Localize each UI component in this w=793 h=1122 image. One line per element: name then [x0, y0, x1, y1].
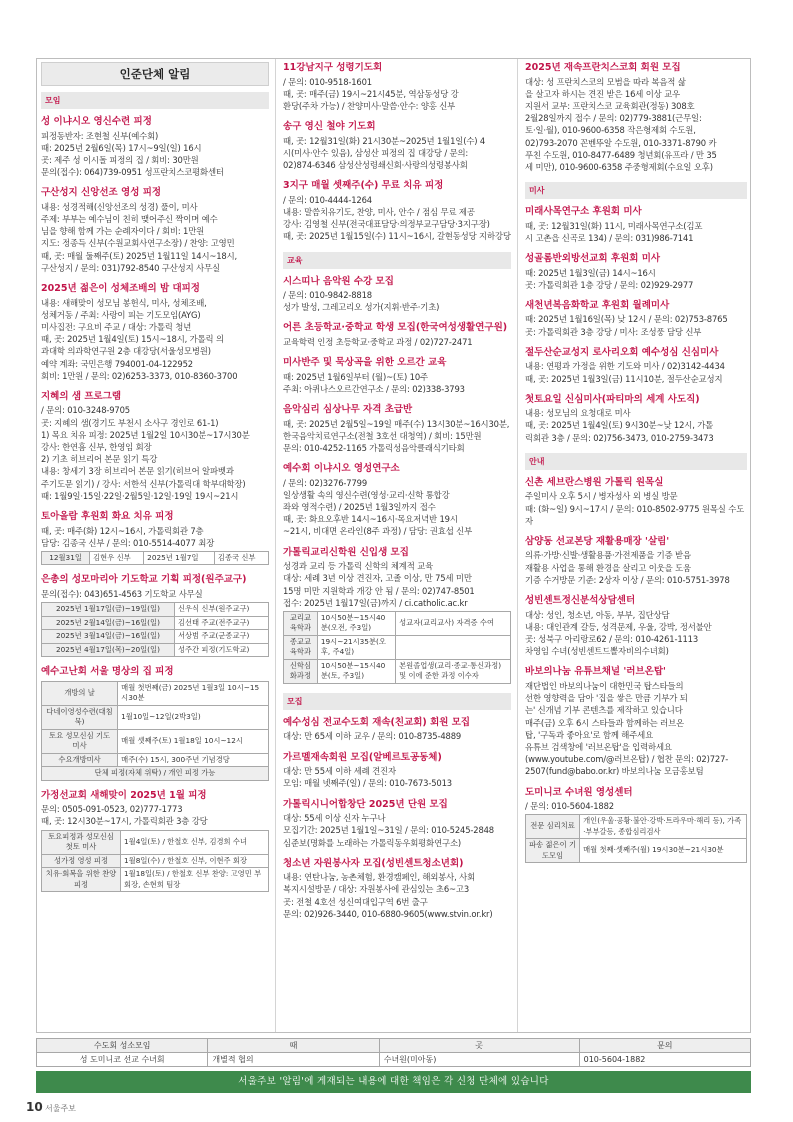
schedule-cell: 수요개방미사 — [42, 753, 118, 767]
notice-line: 구산성지 / 문의: 031)792-8540 구산성지 사무실 — [41, 262, 220, 273]
schedule-row — [526, 815, 747, 839]
schedule-cell: 12월31일 — [42, 551, 90, 565]
notice-title: 은총의 성모마리아 기도학교 기획 피정(원주교구) — [41, 574, 247, 586]
notice-line: 릭회관 3층 / 문의: 02)756-3473, 010-2759-3473 — [525, 432, 714, 443]
notice-line: 02)793-2070 꼰벤뚜알 수도원, 010-3371-8790 카 — [525, 137, 717, 148]
disclaimer-banner: 서울주보 '알림'에 게재되는 내용에 대한 책임은 각 신청 단체에 있습니다 — [36, 1071, 751, 1093]
notice-title: 삼양동 선교본당 재활용매장 '살림' — [525, 535, 670, 547]
notice-line: 때, 곳: 2025년 2월5일~19일 매주(수) 13시30분~16시30분, — [283, 418, 510, 429]
schedule-row — [42, 868, 269, 892]
schedule-row — [42, 551, 269, 565]
notice-line: 선한 영향력을 담아 '집을 쌓은 만큼 기부가 되 — [525, 693, 688, 704]
notice-line: 예약 계좌: 국민은행 794001-04-122952 — [41, 358, 193, 369]
footer-cell: 개별적 협의 — [208, 1053, 379, 1067]
notice-line: 환당(주차 가능) / 찬양미사·말씀·안수: 양홍 신부 — [283, 100, 456, 111]
notice-line: 성체거동 / 주최: 사랑이 피는 기도모임(AYG) — [41, 309, 201, 320]
notice-body — [283, 135, 511, 172]
notice-title: 지혜의 샘 프로그램 — [41, 390, 122, 402]
schedule-cell: 개인(우울·공황·불안·강박·트라우마·해리 등), 가족·부부갈등, 종합심리검사 — [580, 815, 747, 839]
notice-item — [283, 752, 511, 790]
notice-line: 때: 2025년 2월6일(목) 17시~9일(일) 16시 — [41, 142, 202, 153]
footer-header-cell: 곳 — [379, 1039, 579, 1053]
schedule-row — [42, 681, 269, 705]
notice-line: 차영임 수녀(성빈센트드뽈자비의수녀회) — [525, 646, 669, 657]
notice-line: 때, 곳: 화요오후반 14시~16시·목요저녁반 19시 — [283, 514, 458, 525]
footer-header-cell: 수도회 성소모임 — [37, 1039, 208, 1053]
column-1 — [41, 62, 269, 1029]
notice-line: 내용: 연탄나눔, 농촌체험, 환경캠페인, 해외봉사, 사회 — [283, 872, 476, 883]
schedule-table — [41, 681, 269, 781]
notice-item — [283, 180, 511, 242]
notice-line: / 문의: 010-4444-1264 — [283, 194, 372, 205]
notice-line: 문의(접수): 064)739-0951 성프란치스코평화센터 — [41, 167, 224, 178]
notice-line: 2507(fund@babo.or.kr) 바보의나눔 모금홍보팀 — [525, 766, 704, 777]
notice-item — [525, 394, 747, 444]
notice-line: 곳: 제주 성 이시돌 피정의 집 / 회비: 30만원 — [41, 154, 199, 165]
schedule-table — [41, 602, 269, 657]
schedule-cell: 2025년 2월14일(금)~16일(일) — [42, 616, 175, 630]
notice-body — [41, 130, 269, 179]
notice-line: 푸친 수도원, 010-8477-6489 청년회(유프라 / 만 35 — [525, 149, 717, 160]
notice-line: 지도: 정종득 신부(수원교회사연구소장) / 찬양: 고영민 — [41, 238, 235, 249]
schedule-cell: 1월18일(토) / 한철호 신부 찬양: 고영민 부회장, 손현희 팀장 — [121, 868, 269, 892]
notice-line: 2월28일까지 접수 / 문의: 02)779-3881(근무일: — [525, 113, 702, 124]
notice-line: 대상: 성 프란치스코의 모범을 따라 복음적 삶 — [525, 76, 686, 87]
notice-body — [525, 313, 747, 337]
notice-body — [525, 267, 747, 291]
notice-line: / 문의: 010-3248-9705 — [41, 405, 130, 416]
notice-line: 대상: 만 55세 이하 세례 견진자 — [283, 766, 396, 777]
notice-line: 때, 곳: 2025년 1월4일(토) 9시30분~낮 12시, 가톨 — [525, 420, 714, 431]
schedule-row — [284, 611, 511, 635]
notice-line: 때, 곳: 매주(화) 12시~16시, 가톨릭회관 7층 — [41, 525, 204, 536]
column-divider — [517, 59, 518, 1032]
notice-line: 때, 곳: 2025년 1월4일(토) 15시~18시, 가톨릭 의 — [41, 334, 224, 345]
vocation-meeting-table — [36, 1038, 751, 1067]
notice-line: 탑, '구독과 좋아요'로 함께 해주세요 — [525, 729, 654, 740]
notice-item — [283, 404, 511, 454]
notice-item — [283, 276, 511, 314]
notice-title: 가톨릭교리신학원 신입생 모집 — [283, 546, 409, 558]
notice-line: 때: (화~일) 9시~17시 / 문의: 010-8502-9775 원목실 수도자 — [525, 503, 745, 526]
notice-body — [525, 76, 747, 174]
notice-line: 곳: 전철 4호선 성신여대입구역 6번 출구 — [283, 896, 428, 907]
notice-title: 미래사목연구소 후원회 미사 — [525, 206, 642, 218]
notice-line: 내용: 말씀치유기도, 찬양, 미사, 안수 / 점심 무료 제공 — [283, 206, 475, 217]
notice-line: 주일미사 오후 5시 / 병자성사 외 병실 방문 — [525, 491, 678, 502]
notice-line: 문의: 0505-091-0523, 02)777-1773 — [41, 804, 183, 815]
notice-line: 강사: 한연흠 신부, 한영임 회장 — [41, 442, 152, 453]
notice-line: 유튜브 검색창에 '러브온탑'을 입력하세요 — [525, 741, 672, 752]
notice-line: 곳: 가톨릭회관 1층 강당 / 문의: 02)929-2977 — [525, 279, 694, 290]
notice-line: 심준보(명화를 노래하는 가톨릭동우회평화연구소) — [283, 837, 462, 848]
notice-body — [41, 525, 269, 549]
footer-cell: 010-5604-1882 — [579, 1053, 750, 1067]
schedule-cell: 매월 셋째주(토) 1월18일 10시~12시 — [118, 729, 269, 753]
notice-line: 문의(접수): 043)651-4563 기도학교 사무실 — [41, 588, 203, 599]
notice-line: 때, 곳: 12월31일(화) 21시30분~2025년 1월1일(수) 4 — [283, 135, 486, 146]
notice-body — [283, 560, 511, 609]
notice-line: 대상: 55세 이상 신자 누구나 — [283, 813, 386, 824]
notice-line: / 문의: 010-9518-1601 — [283, 76, 372, 87]
notice-title: 토아올람 후원회 화요 치유 피정 — [41, 511, 174, 523]
schedule-cell: 김선태 주교(전주교구) — [174, 616, 268, 630]
section-label: 교육 — [283, 252, 511, 269]
notice-body — [283, 418, 511, 455]
schedule-cell: 본원졸업생(교리·종교·통신과정) 및 이에 준한 과정 이수자 — [396, 659, 511, 683]
page-number: 10 — [26, 1100, 43, 1114]
notice-item — [283, 717, 511, 743]
notice-body — [41, 297, 269, 382]
schedule-cell: 2025년 4월17일(목)~20일(일) — [42, 643, 175, 657]
notice-item — [283, 858, 511, 920]
notice-title: 성빈센트정신분석상담센터 — [525, 595, 636, 607]
notice-title: 청소년 자원봉사자 모집(성빈센트청소년회) — [283, 857, 464, 869]
schedule-table — [283, 611, 511, 684]
notice-title: 성골롬반외방선교회 후원회 미사 — [525, 253, 661, 265]
column-divider — [275, 59, 276, 1032]
notice-line: 토·일·월), 010-9600-6358 작은형제회 수도원, — [525, 125, 696, 136]
notice-body — [41, 201, 269, 274]
notice-line: 내용: 성모님의 요청대로 미사 — [525, 408, 631, 419]
notice-item — [283, 799, 511, 849]
notice-line: 모집기간: 2025년 1월1일~31일 / 문의: 010-5245-2848 — [283, 825, 494, 836]
notice-item — [41, 666, 269, 781]
notice-line: 한국음악치료연구소(전철 3호선 대청역) / 회비: 15만원 — [283, 430, 482, 441]
schedule-table — [41, 551, 269, 566]
schedule-cell: 매월 첫째·셋째주(월) 19시30분~21시30분 — [580, 839, 747, 863]
notice-line: 는' 신개념 기부 콘텐츠를 제작하고 있습니다 — [525, 705, 683, 716]
notice-item — [525, 595, 747, 657]
footer-header-cell: 때 — [208, 1039, 379, 1053]
schedule-cell: 토요피정과 성모신심 첫토 미사 — [42, 830, 121, 854]
notice-title: 구산성지 신앙선조 영성 피정 — [41, 187, 162, 199]
notice-line: 대상: 성인, 청소년, 아동, 부부, 집단상담 — [525, 609, 670, 620]
schedule-cell: 10시50분~15시40분(오전, 주3일) — [317, 611, 395, 635]
notice-line: / 문의: 010-5604-1882 — [525, 801, 614, 812]
notice-body — [41, 588, 269, 600]
notice-item — [41, 283, 269, 382]
notice-line: 대상: 만 65세 이하 교우 / 문의: 010-8735-4889 — [283, 731, 462, 742]
notice-title: 음악심리 심상나무 자격 초급반 — [283, 404, 413, 416]
schedule-row — [284, 635, 511, 659]
notice-line: 곳: 지혜의 샘(경기도 부천시 소사구 경인로 61-1) — [41, 417, 219, 428]
notice-line: 담당: 김종국 신부 / 문의: 010-5514-4077 최장 — [41, 537, 215, 548]
schedule-cell: 2025년 1월17일(금)~19일(일) — [42, 603, 175, 617]
notice-line: 주기도문 읽기) / 강사: 서한석 신부(가톨릭대 학부대학장) — [41, 478, 246, 489]
notice-line: 재활용 사업을 통해 환경을 살리고 이웃을 도움 — [525, 562, 691, 573]
notice-body — [283, 765, 511, 789]
notice-page — [36, 58, 751, 1033]
notice-body — [525, 549, 747, 586]
footer-header-cell: 문의 — [579, 1039, 750, 1053]
notice-title: 신촌 세브란스병원 가톨릭 원목실 — [525, 476, 664, 488]
notice-title: 가정선교회 새해맞이 2025년 1월 피정 — [41, 789, 207, 801]
schedule-row — [284, 659, 511, 683]
notice-body — [283, 76, 511, 113]
notice-line: 성경과 교리 등 가톨릭 신학의 체계적 교육 — [283, 561, 434, 572]
schedule-cell: 성가정 영성 피정 — [42, 854, 121, 868]
notice-line: 일상생활 속의 영신수련(영성·교리·신학 통합강 — [283, 489, 450, 500]
notice-line: 15명 미만 지원학과 개강 안 됨 / 문의: 02)747-8501 — [283, 585, 475, 596]
notice-line: 성가 발성, 그레고리오 성가(지휘·반주·기초) — [283, 302, 440, 313]
schedule-cell: 성교자(교리교사) 자격증 수여 — [396, 611, 511, 635]
notice-item — [283, 322, 511, 348]
notice-line: 대상: 세례 3년 이상 견진자, 고졸 이상, 만 75세 미만 — [283, 573, 472, 584]
column-3 — [525, 62, 747, 1029]
notice-line: 때, 곳: 12시30분~17시, 가톨릭회관 3층 강당 — [41, 816, 208, 827]
notice-line: 때, 곳: 12월31일(화) 11시, 미래사목연구소(김포 — [525, 220, 703, 231]
notice-title: 미사반주 및 묵상곡을 위한 오르간 교육 — [283, 357, 447, 369]
notice-line: 곳: 성북구 아리랑로62 / 문의: 010-4261-1113 — [525, 633, 699, 644]
schedule-row — [526, 839, 747, 863]
schedule-row — [42, 854, 269, 868]
notice-body — [525, 490, 747, 527]
notice-line: ~21시, 비대면 온라인(8주 과정) / 담당: 권효섭 신부 — [283, 526, 473, 537]
notice-body — [525, 680, 747, 778]
publication-name: 서울주보 — [45, 1104, 76, 1113]
notice-line: 1) 목요 치유 피정: 2025년 1월2일 10시30분~17시30분 — [41, 429, 250, 440]
notice-line: 주제: 부부는 예수님이 친히 맺어주신 짝이며 예수 — [41, 214, 218, 225]
notice-body — [41, 803, 269, 827]
notice-line: 02)874-6346 삼성산성령쇄신회·사랑의성령봉사회 — [283, 160, 468, 171]
notice-line: 기증 수거방문 기준: 2상자 이상 / 문의: 010-5751-3978 — [525, 574, 730, 585]
notice-item — [41, 790, 269, 892]
notice-line: 좌와 영적수련) / 2025년 1월3일까지 접수 — [283, 502, 436, 513]
notice-body — [283, 730, 511, 742]
notice-item — [525, 477, 747, 527]
notice-body — [283, 289, 511, 313]
notice-line: (www.youtube.com/@러브온탑) / 협찬 문의: 02)727- — [525, 754, 729, 765]
notice-line: 때: 1월9일·15일·22일·2월5일·12일·19일 19시~21시 — [41, 490, 239, 501]
notice-title: 송구 영신 철야 기도회 — [283, 121, 376, 133]
schedule-row — [42, 603, 269, 617]
notice-title: 절두산순교성지 로사리오회 예수성심 신심미사 — [525, 346, 719, 358]
notice-body — [525, 360, 747, 384]
notice-title: 도미니코 수녀원 영성센터 — [525, 786, 633, 798]
notice-line: 접수: 2025년 1월17일(금)까지 / ci.catholic.ac.kr — [283, 597, 468, 608]
notice-line: 복지시설방문 / 대상: 자원봉사에 관심있는 초6~고3 — [283, 884, 469, 895]
notice-line: 과대학 의과학연구원 2층 대강당(서울성모병원) — [41, 346, 211, 357]
notice-title: 2025년 재속프란치스코회 회원 모집 — [525, 62, 681, 73]
notice-body — [283, 194, 511, 243]
schedule-cell: 매월 첫번째(금) 2025년 1월3일 10시~15시30분 — [118, 681, 269, 705]
notice-line: 님을 향해 함께 가는 순례자이다 / 회비: 1만원 — [41, 226, 205, 237]
notice-line: 교육학력 인정 초등학교·중학교 과정 / 02)727-2471 — [283, 336, 473, 347]
notice-item — [525, 536, 747, 586]
notice-title: 예수고난회 서울 명상의 집 피정 — [41, 666, 174, 678]
notice-line: 재단법인 바보의나눔이 대한민국 탑스타들의 — [525, 680, 684, 691]
schedule-cell: 2025년 1월7일 — [144, 551, 215, 565]
notice-title: 성 이냐시오 영신수련 피정 — [41, 116, 152, 127]
schedule-cell: 전문 심리치료 — [526, 815, 580, 839]
notice-item — [283, 62, 511, 112]
schedule-cell: 매주(수) 15시, 300주년 기념경당 — [118, 753, 269, 767]
footer-header-row — [37, 1039, 751, 1053]
schedule-cell: 치유·회복을 위한 찬양 피정 — [42, 868, 121, 892]
notice-line: 내용: 성경적해(신앙선조의 성경) 풀이, 미사 — [41, 201, 198, 212]
schedule-row — [42, 729, 269, 753]
schedule-cell: 종교교육학과 — [284, 635, 318, 659]
notice-item — [41, 116, 269, 178]
schedule-cell: 신학심화과정 — [284, 659, 318, 683]
schedule-cell: 개방의 날 — [42, 681, 118, 705]
notice-body — [525, 800, 747, 812]
notice-body — [283, 871, 511, 920]
notice-body — [41, 404, 269, 502]
notice-body — [283, 371, 511, 395]
schedule-cell — [396, 635, 511, 659]
notice-title: 예수회 이냐시오 영성연구소 — [283, 463, 400, 475]
schedule-cell: 김현우 신부 — [90, 551, 144, 565]
notice-line: 문의: 02)926-3440, 010-6880-9605(www.stvin.or.kr) — [283, 908, 493, 919]
notice-line: 2) 기초 히브리어 본문 읽기 특강 — [41, 454, 158, 465]
notice-line: 때: 2025년 1월6일부터 (월)~(토) 10주 — [283, 371, 428, 382]
schedule-cell: 1월4일(토) / 한철호 신부, 김경희 수녀 — [121, 830, 269, 854]
notice-line: / 문의: 010-9842-8818 — [283, 290, 372, 301]
notice-title: 첫토요일 신심미사(파티마의 세계 사도직) — [525, 393, 700, 405]
schedule-cell: 단체 피정(자체 위탁) / 개인 피정 가능 — [42, 767, 269, 781]
notice-title: 바보의나눔 유튜브채널 '러브온탑' — [525, 666, 666, 678]
notice-title: 11강남지구 성령기도회 — [283, 62, 383, 73]
notice-line: 시(미사·안수 있음), 삼성산 피정의 집 대강당 / 문의: — [283, 147, 469, 158]
notice-line: 피정동반자: 조현철 신부(예수회) — [41, 130, 159, 141]
section-label: 안내 — [525, 453, 747, 470]
schedule-row — [42, 630, 269, 644]
page-header: 인준단체 알림 — [41, 62, 269, 86]
notice-line: 문의: 010-4252-1165 가톨릭성음악클래식기타회 — [283, 442, 465, 453]
notice-line: 내용: 대인관계 갈등, 성격문제, 우울, 강박, 정서불안 — [525, 621, 712, 632]
schedule-cell: 2025년 3월14일(금)~16일(일) — [42, 630, 175, 644]
notice-item — [525, 300, 747, 338]
notice-item — [525, 253, 747, 291]
notice-line: 내용: 새해맞이 성모님 봉헌식, 미사, 성체조배, — [41, 297, 207, 308]
notice-item — [283, 547, 511, 684]
notice-item — [525, 787, 747, 864]
notice-item — [41, 511, 269, 565]
notice-line: 시 고촌읍 신곡로 134) / 문의: 031)986-7141 — [525, 232, 694, 243]
schedule-row — [42, 767, 269, 781]
schedule-cell: 다네이영성수련(대침묵) — [42, 705, 118, 729]
notice-item — [283, 357, 511, 395]
notice-line: 을 살고자 하시는 견진 받은 16세 이상 교우 — [525, 88, 680, 99]
notice-title: 예수성심 전교수도회 재속(친교회) 회원 모집 — [283, 716, 471, 728]
notice-body — [525, 407, 747, 444]
footer-cell: 성 도미니코 선교 수녀회 — [37, 1053, 208, 1067]
footer-row — [37, 1053, 751, 1067]
notice-line: 세 미만), 010-9600-6358 주중형제회(수요일 오후) — [525, 161, 713, 172]
notice-item — [41, 187, 269, 274]
notice-item — [525, 347, 747, 385]
schedule-cell: 김종국 신부 — [214, 551, 268, 565]
section-label: 모집 — [283, 693, 511, 710]
notice-line: 미사집전: 구요비 주교 / 대상: 가톨릭 청년 — [41, 321, 192, 332]
schedule-cell: 토요 성모신심 기도 미사 — [42, 729, 118, 753]
schedule-cell: 서상범 주교(군종교구) — [174, 630, 268, 644]
notice-item — [41, 391, 269, 502]
notice-title: 2025년 젊은이 성체조배의 밤 대피정 — [41, 283, 200, 295]
notice-item — [525, 62, 747, 173]
notice-line: 회비: 1만원 / 문의: 02)6253-3373, 010-8360-3700 — [41, 370, 238, 381]
notice-line: 의류·가방·신발·생활용품·가전제품을 기증 받음 — [525, 550, 691, 561]
notice-body — [283, 336, 511, 348]
notice-title: 새천년복음화학교 후원회 월례미사 — [525, 299, 670, 311]
schedule-row — [42, 830, 269, 854]
section-label: 모임 — [41, 92, 269, 109]
notice-line: 때: 2025년 1월16일(목) 낮 12시 / 문의: 02)753-8765 — [525, 314, 728, 325]
schedule-cell: 성주간 피정(기도학교) — [174, 643, 268, 657]
notice-body — [283, 477, 511, 538]
schedule-cell: 1월10일~12일(2박3일) — [118, 705, 269, 729]
schedule-row — [42, 616, 269, 630]
schedule-table — [525, 814, 747, 863]
notice-line: 내용: 연평과 가정을 위한 기도와 미사 / 02)3142-4434 — [525, 361, 725, 372]
notice-line: 지원서 교부: 프란치스코 교육회관(정동) 308호 — [525, 100, 695, 111]
notice-line: 때: 2025년 1월3일(금) 14시~16시 — [525, 267, 656, 278]
footer-cell: 수녀원(미아동) — [379, 1053, 579, 1067]
notice-line: / 문의: 02)3276-7799 — [283, 477, 368, 488]
notice-line: 때, 곳: 매주(금) 19시~21시45분, 역삼동성당 강 — [283, 88, 459, 99]
column-2 — [283, 62, 511, 1029]
notice-line: 내용: 창세기 3장 히브리어 본문 읽기(히브어 알파벳과 — [41, 466, 234, 477]
schedule-row — [42, 643, 269, 657]
schedule-cell: 파송 젊은이 기도모임 — [526, 839, 580, 863]
schedule-cell: 신우식 신부(원주교구) — [174, 603, 268, 617]
notice-line: 곳: 가톨릭회관 3층 강당 / 미사: 조성풍 담당 신부 — [525, 326, 702, 337]
notice-line: 주최: 아퀴나스오르간연구소 / 문의: 02)338-3793 — [283, 383, 465, 394]
notice-item — [525, 206, 747, 244]
notice-line: 때, 곳: 매월 둘째주(토) 2025년 1월11일 14시~18시, — [41, 250, 238, 261]
notice-title: 3지구 매월 셋째주(수) 무료 치유 피정 — [283, 180, 444, 192]
notice-item — [41, 574, 269, 657]
notice-line: 때, 곳: 2025년 1월15일(수) 11시~16시, 갈현동성당 지하강당 — [283, 231, 511, 242]
notice-line: 강사: 김영철 신부(전국대표담당·의정부교구담당·3지구장) — [283, 219, 490, 230]
notice-line: 때, 곳: 2025년 1월3일(금) 11시10분, 절두산순교성지 — [525, 373, 723, 384]
schedule-row — [42, 753, 269, 767]
notice-item — [525, 666, 747, 777]
notice-body — [525, 220, 747, 244]
schedule-cell: 10시50분~15시40분(토, 주3일) — [317, 659, 395, 683]
notice-body — [283, 812, 511, 849]
notice-item — [283, 463, 511, 538]
notice-body — [525, 609, 747, 658]
notice-title: 가톨릭시니어합창단 2025년 단원 모집 — [283, 798, 448, 810]
schedule-row — [42, 705, 269, 729]
notice-title: 어른 초등학교·중학교 학생 모집(한국여성생활연구원) — [283, 322, 508, 334]
schedule-cell: 1월8일(수) / 한철호 신부, 이현주 회장 — [121, 854, 269, 868]
schedule-cell: 19시~21시35분(오후, 주4일) — [317, 635, 395, 659]
notice-line: 매주(금) 오후 6시 스타들과 함께하는 러브온 — [525, 717, 684, 728]
schedule-cell: 교리교육학과 — [284, 611, 318, 635]
schedule-table — [41, 830, 269, 893]
notice-title: 가르멜재속회원 모집(알베르토공동체) — [283, 751, 442, 763]
notice-title: 시스띠나 음악원 수강 모집 — [283, 275, 394, 287]
notice-line: 모임: 매월 넷째주(일) / 문의: 010-7673-5013 — [283, 778, 452, 789]
notice-item — [283, 121, 511, 171]
section-label: 미사 — [525, 182, 747, 199]
